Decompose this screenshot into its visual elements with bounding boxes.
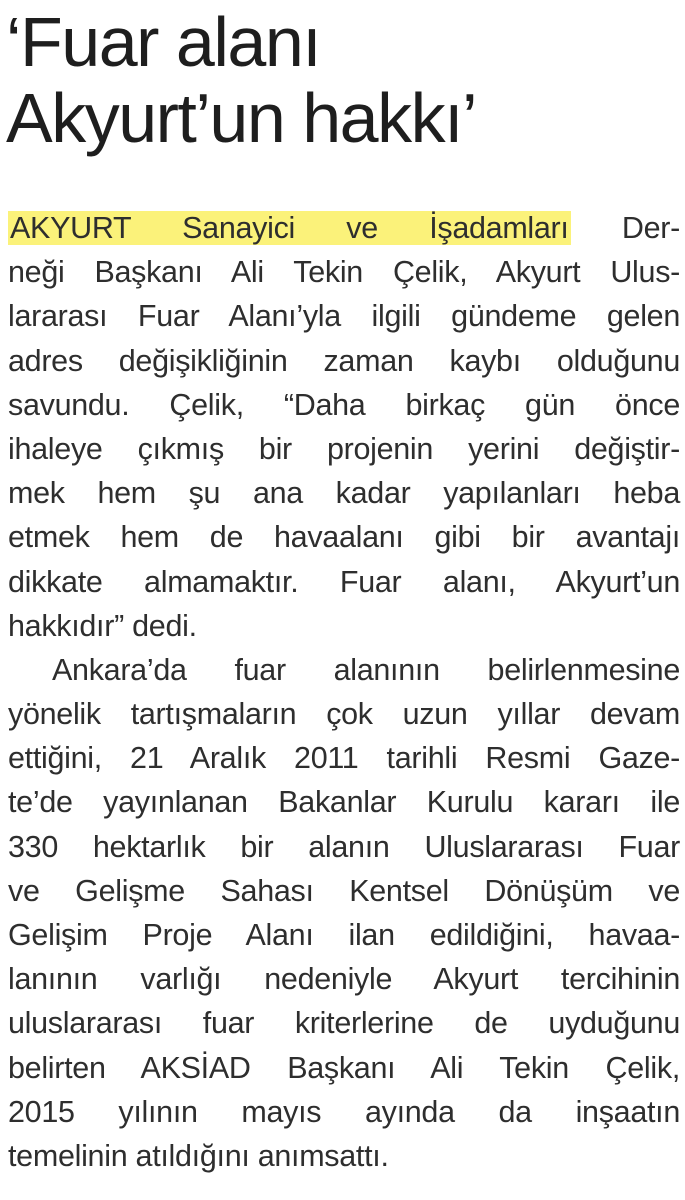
paragraph-2-line: 330 hektarlık bir alanın Uluslararası Fuar <box>8 829 680 864</box>
paragraph-1-line: neği Başkanı Ali Tekin Çelik, Akyurt Ulus- <box>8 255 680 290</box>
paragraph-1-line: mek hem şu ana kadar yapılanları heba <box>8 476 680 511</box>
headline-line-1: ‘Fuar alanı <box>6 3 321 81</box>
paragraph-1-line: etmek hem de havaalanı gibi bir avantajı <box>8 520 680 555</box>
paragraph-1-line: adres değişikliğinin zaman kaybı olduğunu <box>8 343 680 378</box>
paragraph-2-line: 2015 yılının mayıs ayında da inşaatın <box>8 1094 680 1129</box>
paragraph-2-line: belirten AKSİAD Başkanı Ali Tekin Çelik, <box>8 1050 680 1085</box>
paragraph-2-line: uluslararası fuar kriterlerine de uyduğunu <box>8 1006 680 1041</box>
paragraph-1-line: ihaleye çıkmış bir projenin yerini değiştir- <box>8 431 680 466</box>
paragraph-1-last-line: hakkıdır” dedi. <box>8 608 197 643</box>
paragraph-2-line: Gelişim Proje Alanı ilan edildiğini, havaa- <box>8 918 680 952</box>
paragraph-2-first-line: Ankara’da fuar alanının belirlenmesine <box>52 652 680 687</box>
highlighted-text: AKYURT Sanayici ve İşadamları <box>10 211 569 245</box>
paragraph-2-line: yönelik tartışmaların çok uzun yıllar devam <box>8 697 680 732</box>
paragraph-2-line: ve Gelişme Sahası Kentsel Dönüşüm ve <box>8 873 680 908</box>
paragraph-1-line-1-rest: Der- <box>570 211 680 245</box>
paragraph-2-last-line: temelinin atıldığını anımsattı. <box>8 1138 389 1173</box>
paragraph-2-line: te’de yayınlanan Bakanlar Kurulu kararı ile <box>8 785 680 820</box>
paragraph-1-line: savundu. Çelik, “Daha birkaç gün önce <box>8 387 680 422</box>
article-body <box>8 206 680 1178</box>
headline <box>6 4 682 156</box>
paragraph-1-line-1 <box>8 206 680 250</box>
headline-line-2: Akyurt’un hakkı’ <box>6 79 477 157</box>
paragraph-2-line: lanının varlığı nedeniyle Akyurt tercihinin <box>8 962 680 997</box>
paragraph-1-line: dikkate almamaktır. Fuar alanı, Akyurt’un <box>8 564 680 599</box>
paragraph-1-line: lararası Fuar Alanı’yla ilgili gündeme gelen <box>8 299 680 334</box>
paragraph-2-line: ettiğini, 21 Aralık 2011 tarihli Resmi Gaze- <box>8 741 680 776</box>
